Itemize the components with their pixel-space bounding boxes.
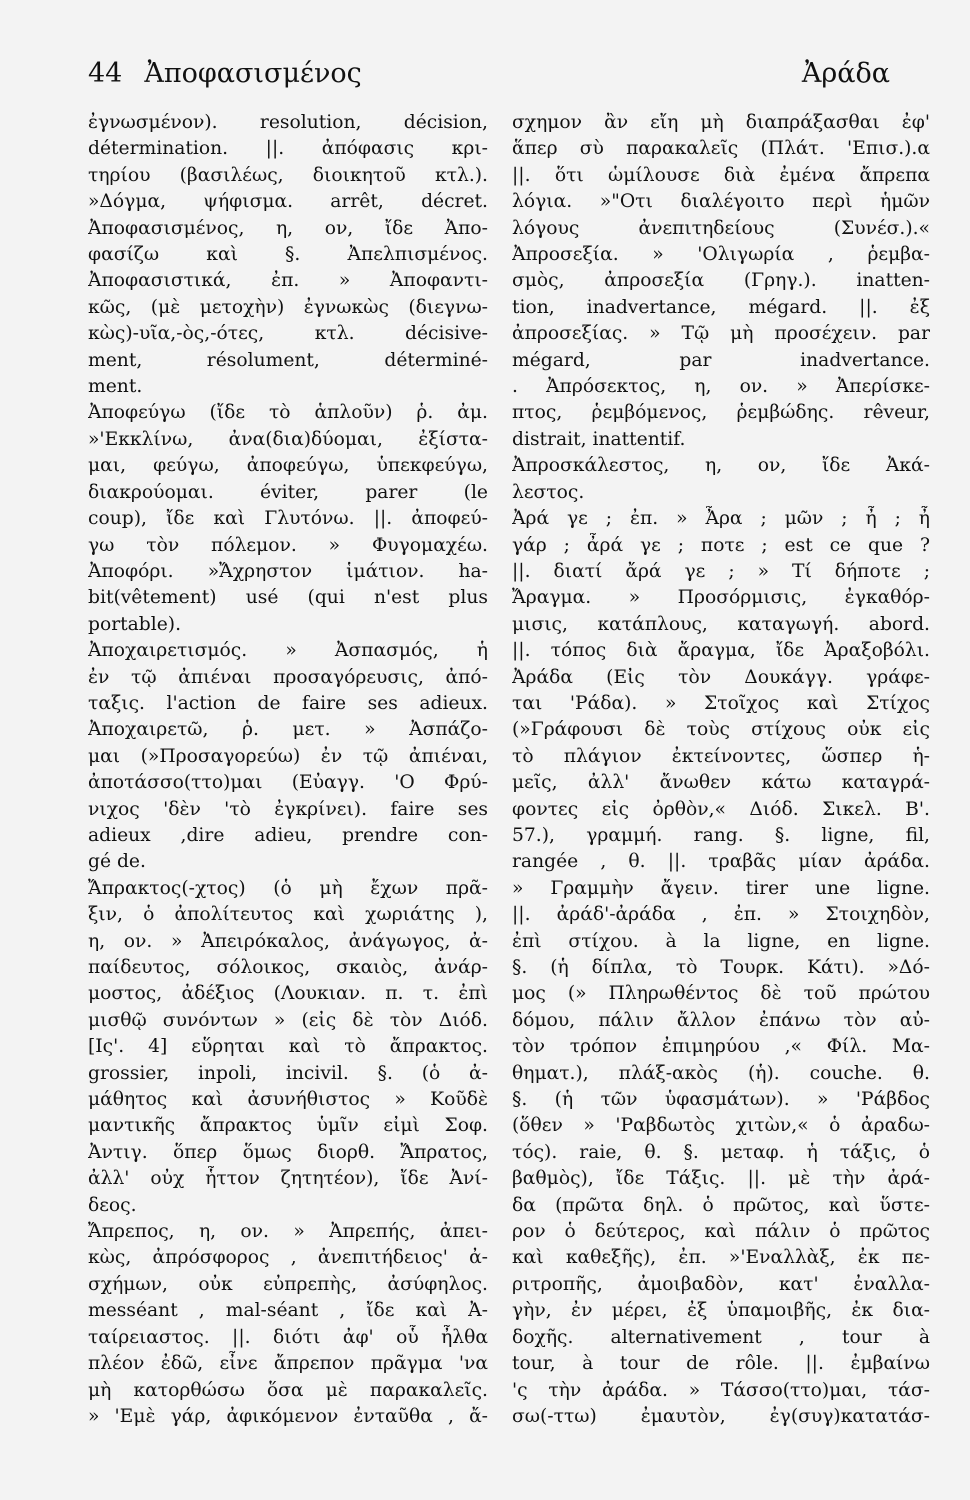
right-column-line: Ἀρά γε ; ἐπ. » Ἆρα ; μῶν ; ἦ ; ἦ <box>512 508 930 530</box>
left-column <box>88 110 488 1430</box>
left-column-line: »'Εκκλίνω, ἀνα(δια)δύομαι, ἐξίστα- <box>88 428 488 450</box>
left-column-line: ταίρειαστος. ||. διότι ἀφ' οὗ ἦλθα <box>88 1326 488 1348</box>
left-column-line: Ἄπρακτος(-χτος) (ὁ μὴ ἔχων πρᾶ- <box>88 877 488 899</box>
right-column-line: 57.), γραμμή. rang. §. ligne, fil, <box>512 824 930 846</box>
right-column-line: distrait, inattentif. <box>512 428 686 450</box>
right-column-line: ρον ὁ δεύτερος, καὶ πάλιν ὁ πρῶτος <box>512 1221 930 1243</box>
right-column-line: Ἄραγμα. » Προσόρμισις, ἐγκαθόρ- <box>512 587 930 609</box>
left-running-title: Ἀποφασισμένος <box>144 58 362 89</box>
right-column-line: tour, à tour de rôle. ||. ἐμβαίνω <box>512 1353 930 1375</box>
right-column-line: μισις, κατάπλους, καταγωγή. abord. <box>512 613 930 635</box>
right-column-line: δόμου, πάλιν ἄλλον ἐπάνω τὸν αὐ- <box>512 1009 930 1031</box>
left-column-line: Ἄπρεπος, η, ον. » Ἀπρεπής, ἀπει- <box>88 1221 488 1243</box>
left-column-line: μὴ κατορθώσω ὅσα μὲ παρακαλεῖς. <box>88 1379 488 1401</box>
left-column-line: Ἀντιγ. ὅπερ ὅμως διορθ. Ἄπρατος, <box>88 1141 488 1163</box>
left-column-line: bit(vêtement) usé (qui n'est plus <box>88 587 488 609</box>
left-column-line: κὼς)-υῖα,-ὸς,-ότες, κτλ. décisive- <box>88 323 488 345</box>
right-column-line: ||. τόπος διὰ ἄραγμα, ἴδε Ἀραξοβόλι. <box>512 640 930 662</box>
right-column-line: μος (» Πληρωθέντος δὲ τοῦ πρώτου <box>512 983 930 1005</box>
left-column-line: μαντικῆς ἄπρακτος ὑμῖν εἰμὶ Σοφ. <box>88 1115 488 1137</box>
right-running-title: Ἀράδα <box>801 58 890 89</box>
right-column-line: θηματ.), πλάξ-ακὸς (ἡ). couche. θ. <box>512 1062 930 1084</box>
right-column-line: Ἀπροσεξία. » 'Ολιγωρία , ῥεμβα- <box>512 244 930 266</box>
left-column-line: Ἀποχαιρετῶ, ῥ. μετ. » Ἀσπάζο- <box>88 719 488 741</box>
right-column-line: . Ἀπρόσεκτος, η, ον. » Ἀπερίσκε- <box>512 376 930 398</box>
right-column-line: mégard, par inadvertance. <box>512 349 930 371</box>
left-column-line: Ἀποφεύγω (ἴδε τὸ ἁπλοῦν) ῥ. ἀμ. <box>88 402 488 424</box>
right-column-line: λόγους ἀνεπιτηδείους (Συνέσ.).« <box>512 217 930 239</box>
left-column-line: » 'Εμὲ γάρ, ἀφικόμενον ἐνταῦθα , ἄ- <box>88 1405 488 1427</box>
right-column-line: δοχῆς. alternativement , tour à <box>512 1326 930 1348</box>
left-column-line: gé de. <box>88 851 146 873</box>
right-column-line: τός). raie, θ. §. μεταφ. ἡ τάξις, ὁ <box>512 1141 930 1163</box>
left-column-line: »Δόγμα, ψήφισμα. arrêt, décret. <box>88 191 488 213</box>
left-column-line: σχήμων, οὐκ εὐπρεπὴς, ἀσύφηλος. <box>88 1273 488 1295</box>
header-left <box>88 58 362 89</box>
left-column-line: [Ις'. 4] εὕρηται καὶ τὸ ἄπρακτος. <box>88 1036 488 1058</box>
right-column-line: (»Γράφουσι δὲ τοὺς στίχους οὐκ εἰς <box>512 719 930 741</box>
left-column-line: δεος. <box>88 1194 137 1216</box>
left-column-line: γω τὸν πόλεμον. » Φυγομαχέω. <box>88 534 488 556</box>
right-column-line: δα (πρῶτα δηλ. ὁ πρῶτος, καὶ ὕστε- <box>512 1194 930 1216</box>
right-column-line: τὸν τρόπον ἐπιμηρύου ,« Φίλ. Μα- <box>512 1036 930 1058</box>
left-column-line: μαι (»Προσαγορεύω) ἐν τῷ ἀπιέναι, <box>88 745 488 767</box>
left-column-line: messéant , mal-séant , ἴδε καὶ Ἀ- <box>88 1300 488 1322</box>
left-column-line: Ἀποφασιστικά, ἐπ. » Ἀποφαντι- <box>88 270 488 292</box>
right-column-line: σμὸς, ἀπροσεξία (Γρηγ.). inatten- <box>512 270 930 292</box>
right-column-line: λόγια. »"Οτι διαλέγοιτο περὶ ἡμῶν <box>512 191 930 213</box>
right-column-line: ||. ὅτι ὡμίλουσε διὰ ἐμένα ἄπρεπα <box>512 164 930 186</box>
left-column-line: κὼς, ἀπρόσφορος , ἀνεπιτήδειος' ἀ- <box>88 1247 488 1269</box>
left-column-line: adieux ,dire adieu, prendre con- <box>88 824 488 846</box>
right-column-line: ται 'Ράδα). » Στοῖχος καὶ Στίχος <box>512 692 930 714</box>
left-column-line: ἀποτάσσο(ττο)μαι (Εὐαγγ. 'Ο Φρύ- <box>88 772 488 794</box>
right-column-line: ἅπερ σὺ παρακαλεῖς (Πλάτ. 'Επισ.).α <box>512 138 930 160</box>
left-column-line: μάθητος καὶ ἀσυνήθιστος » Κοῦδὲ <box>88 1089 488 1111</box>
right-column-line: ||. διατί ἄρά γε ; » Τί δήποτε ; <box>512 560 930 582</box>
left-column-line: πλέον ἐδῶ, εἶνε ἄπρεπον πρᾶγμα 'να <box>88 1353 488 1375</box>
right-column-line: βαθμὸς), ἴδε Τάξις. ||. μὲ τὴν ἀρά- <box>512 1168 930 1190</box>
right-column-line: §. (ἡ τῶν ὑφασμάτων). » 'Ράβδος <box>512 1089 930 1111</box>
right-column-line: ἀπροσεξίας. » Τῷ μὴ προσέχειν. par <box>512 323 930 345</box>
right-column-line: γὴν, ἐν μέρει, ἐξ ὑπαμοιβῆς, ἐκ δια- <box>512 1300 930 1322</box>
right-column-line: φοντες εἰς ὀρθὸν,« Διόδ. Σικελ. Β'. <box>512 798 930 820</box>
right-column-line: §. (ἡ δίπλα, τὸ Τουρκ. Κάτι). »Δό- <box>512 957 930 978</box>
right-column-line: » Γραμμὴν ἄγειν. tirer une ligne. <box>512 877 930 899</box>
left-column-line: ξιν, ὁ ἀπολίτευτος καὶ χωριάτης ), <box>88 904 488 926</box>
right-column-line: σχημον ἂν εἴη μὴ διαπράξασθαι ἐφ' <box>512 112 930 133</box>
running-header <box>88 58 890 102</box>
right-column-line: γάρ ; ἆρά γε ; ποτε ; est ce que ? <box>512 534 930 556</box>
left-column-line: τηρίου (βασιλέως, διοικητοῦ κτλ.). <box>88 164 488 186</box>
left-column-line: μισθῷ συνόντων » (εἰς δὲ τὸν Διόδ. <box>88 1009 488 1031</box>
right-column-line: λεστος. <box>512 481 585 503</box>
right-column-line: ἐπὶ στίχου. à la ligne, en ligne. <box>512 930 930 952</box>
right-column-line: σω(-ττω) ἐμαυτὸν, ἐγ(συγ)κατατάσ- <box>512 1405 930 1427</box>
left-column-line: grossier, inpoli, incivil. §. (ὁ ἀ- <box>88 1062 488 1084</box>
left-column-line: Ἀποφασισμένος, η, ον, ἴδε Ἀπο- <box>88 217 488 239</box>
left-column-line: ἐν τῷ ἀπιέναι προσαγόρευσις, ἀπό- <box>88 666 488 688</box>
right-column-line: (ὅθεν » 'Ραβδωτὸς χιτὼν,« ὁ ἀραδω- <box>512 1115 930 1137</box>
right-column-line: ||. ἀράδ'-ἀράδα , ἐπ. » Στοιχηδὸν, <box>512 904 930 926</box>
left-column-line: ταξις. l'action de faire ses adieux. <box>88 692 488 714</box>
left-column-line: διακρούομαι. éviter, parer (le <box>88 481 488 503</box>
right-column-line: rangée , θ. ||. τραβᾶς μίαν ἀράδα. <box>512 851 930 873</box>
right-column-line: ριτροπῆς, ἀμοιβαδὸν, κατ' ἐναλλα- <box>512 1273 930 1295</box>
left-column-line: νιχος 'δὲν 'τὸ ἐγκρίνει). faire ses <box>88 798 488 820</box>
right-column-line: Ἀράδα (Εἰς τὸν Δουκάγγ. γράφε- <box>512 666 930 688</box>
left-column-line: μοστος, ἀδέξιος (Λουκιαν. π. τ. ἐπὶ <box>88 983 488 1005</box>
left-column-line: κῶς, (μὲ μετοχὴν) ἐγνωκὼς (διεγνω- <box>88 296 488 318</box>
right-column-line: τὸ πλάγιον ἐκτείνοντες, ὥσπερ ἡ- <box>512 745 930 767</box>
right-column <box>512 110 930 1430</box>
right-column-line: καὶ καθεξῆς), ἐπ. »'Εναλλὰξ, ἐκ πε- <box>512 1247 930 1269</box>
left-column-line: μαι, φεύγω, ἀποφεύγω, ὑπεκφεύγω, <box>88 455 488 477</box>
left-column-line: ment. <box>88 376 143 398</box>
page-number: 44 <box>88 58 123 89</box>
right-column-line: μεῖς, ἀλλ' ἄνωθεν κάτω καταγρά- <box>512 772 930 794</box>
left-column-line: détermination. ||. ἀπόφασις κρι- <box>88 138 488 160</box>
left-column-line: coup), ἴδε καὶ Γλυτόνω. ||. ἀποφεύ- <box>88 508 488 530</box>
left-column-line: ἀλλ' οὐχ ἧττον ζητητέον), ἴδε Ἀνί- <box>88 1168 488 1190</box>
left-column-line: ἐγνωσμένον). resolution, décision, <box>88 112 488 133</box>
left-column-line: Ἀποχαιρετισμός. » Ἀσπασμός, ἡ <box>88 640 488 662</box>
left-column-line: ment, résolument, déterminé- <box>88 349 488 371</box>
left-column-line: portable). <box>88 613 182 635</box>
right-column-line: tion, inadvertance, mégard. ||. ἐξ <box>512 296 930 318</box>
right-column-line: Ἀπροσκάλεστος, η, ον, ἴδε Ἀκά- <box>512 455 930 477</box>
right-column-line: πτος, ῥεμβόμενος, ῥεμβώδης. rêveur, <box>512 402 930 424</box>
left-column-line: φασίζω καὶ §. Ἀπελπισμένος. <box>88 244 488 266</box>
left-column-line: η, ον. » Ἀπειρόκαλος, ἀνάγωγος, ἀ- <box>88 930 488 952</box>
left-column-line: παίδευτος, σόλοικος, σκαιὸς, ἀνάρ- <box>88 957 488 978</box>
left-column-line: Ἀποφόρι. »Ἄχρηστον ἱμάτιον. ha- <box>88 560 488 582</box>
right-column-line: 'ς τὴν ἀράδα. » Τάσσο(ττο)μαι, τάσ- <box>512 1379 930 1401</box>
